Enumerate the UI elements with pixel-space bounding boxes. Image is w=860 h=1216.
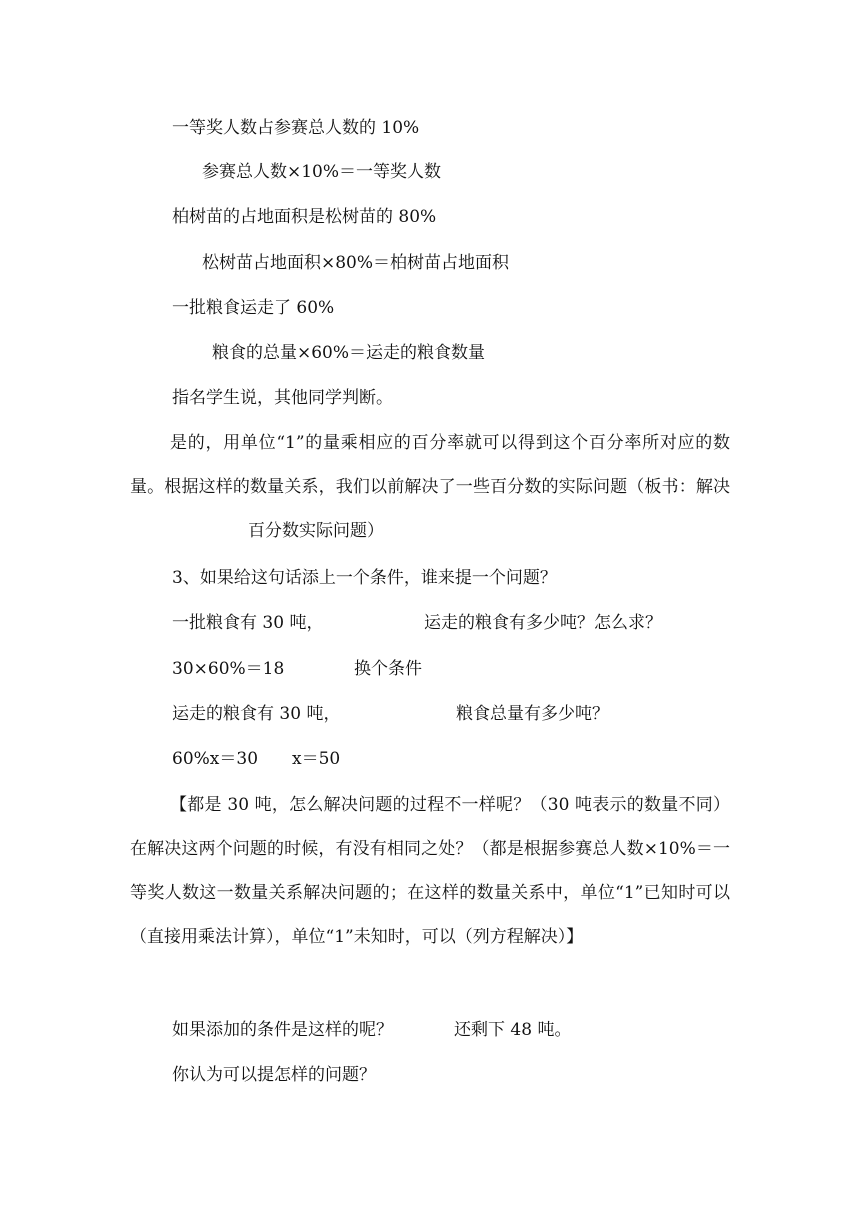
text-line: 指名学生说，其他同学判断。 bbox=[172, 388, 393, 408]
text-line: 松树苗占地面积×80%＝柏树苗占地面积 bbox=[202, 253, 510, 273]
text-line: 一批粮食运走了 60% bbox=[172, 298, 335, 318]
text-line: 30×60%＝18 bbox=[172, 659, 285, 679]
text-line: 还剩下 48 吨。 bbox=[454, 1020, 572, 1040]
text-line: 60%x＝30 bbox=[172, 749, 259, 769]
text-line: 你认为可以提怎样的问题？ bbox=[172, 1065, 376, 1085]
paragraph-text: 百分数实际问题） bbox=[248, 521, 384, 541]
text-line: 粮食的总量×60%＝运走的粮食数量 bbox=[212, 343, 486, 363]
text-line: 一等奖人数占参赛总人数的 10% bbox=[172, 118, 420, 138]
paragraph bbox=[130, 421, 730, 553]
text-line: 柏树苗的占地面积是松树苗的 80% bbox=[172, 207, 437, 227]
text-line: 换个条件 bbox=[354, 659, 422, 679]
text-line: 粮食总量有多少吨？ bbox=[456, 704, 609, 724]
text-line: 3、如果给这句话添上一个条件，谁来提一个问题？ bbox=[172, 568, 557, 588]
text-line: x＝50 bbox=[292, 749, 341, 769]
paragraph-text: 是的，用单位“1”的量乘相应的百分率就可以得到这个百分率所对应的数量。根据这样的数量关系，我们以前解决了一些百分数的实际问题（板书：解决 bbox=[130, 433, 730, 497]
paragraph: 【都是 30 吨，怎么解决问题的过程不一样呢？（30 吨表示的数量不同）在解决这两个问题的时候，有没有相同之处？（都是根据参赛总人数×10%＝一等奖人数这一数量关系解决问题的；在这样的数量关系中，单位“1”已知时可以（直接用乘法计算），单位“1”未知时，可以（列方程解决）】 bbox=[130, 795, 730, 947]
text-line: 参赛总人数×10%＝一等奖人数 bbox=[202, 162, 442, 182]
text-line: 运走的粮食有多少吨？怎么求？ bbox=[424, 613, 662, 633]
text-line: 运走的粮食有 30 吨， bbox=[172, 704, 341, 724]
text-line: 一批粮食有 30 吨， bbox=[172, 613, 324, 633]
text-line: 如果添加的条件是这样的呢？ bbox=[172, 1020, 393, 1040]
